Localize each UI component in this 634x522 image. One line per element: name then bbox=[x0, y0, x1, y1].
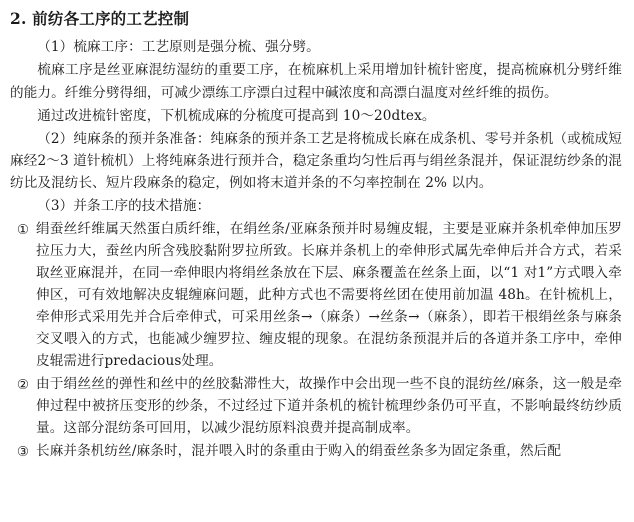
paragraph-1-title: （1）梳麻工序：工艺原则是强分梳、强分劈。 bbox=[37, 39, 320, 56]
bullet-text-2: 由于绢丝丝的弹性和丝中的丝胶黏滞性大，故操作中会出现一些不良的混纺丝/麻条，这一般是牵伸过程中被挤压变形的纱条，不过经过下道并条机的梳针梳理纱条仍可平直，不影响最终纺纱质量。这部分混纺条可回用，以减少混纺原料浪费并提高制成率。 bbox=[36, 375, 622, 436]
bullet-text-1: 绢蚕丝纤维属天然蛋白质纤维，在绢丝条/亚麻条预并时易缠皮辊，主要是亚麻并条机牵伸加压罗拉压力大，蚕丝内所含残胶黏附罗拉所致。长麻并条机上的牵伸形式属先牵伸后并合方式，若采取丝亚麻混并，在同一牵伸眼内将绢丝条放在下层、麻条覆盖在丝条上面，以“1 对1”方式喂入牵伸区，可有效地解决皮辊缠麻问题，此种方式也不需要将丝团在使用前加温 48h。在针梳机上，牵伸形式采用先并合后牵伸式，可采用丝条→（麻条）→丝条→（麻条），即若干根绢丝条与麻条交叉喂入的方式，也能减少缠罗拉、缠皮辊的现象。在混纺条预混并后的各道并条工序中，牵伸皮辊需进行predacious处理。 bbox=[36, 220, 622, 369]
bullet-marker-3: ③ bbox=[16, 443, 30, 460]
bullet-body-1 bbox=[36, 218, 622, 373]
bullet-body-2 bbox=[36, 373, 622, 440]
paragraph-2: （2）纯麻条的预并条准备：纯麻条的预并条工艺是将梳成长麻在成条机、零号并条机（或梳成短麻经2～3 道针梳机）上将纯麻条进行预并合，稳定条重均匀性后再与绢丝条混并，保证混纺纱条的混纺比及混纺长、短片段麻条的稳定，例如将末道并条的不匀率控制在 2% 以内。 bbox=[10, 130, 622, 191]
bullet-text-3: 长麻并条机纺丝/麻条时，混并喂入时的条重由于购入的绢蚕丝条多为固定条重，然后配 bbox=[36, 442, 562, 459]
list-item bbox=[10, 440, 622, 463]
paragraph-3: （3）并条工序的技术措施： bbox=[37, 197, 211, 214]
list-item bbox=[10, 373, 622, 440]
bullet-marker-1: ① bbox=[16, 221, 30, 238]
list-item bbox=[10, 218, 622, 373]
page-title: 2. 前纺各工序的工艺控制 bbox=[10, 9, 190, 28]
bullet-body-3 bbox=[36, 440, 622, 463]
paragraph-1-body-2: 通过改进梳针密度，下机梳成麻的分梳度可提高到 10～20dtex。 bbox=[37, 107, 436, 124]
bullet-marker-2: ② bbox=[16, 376, 30, 393]
paragraph-1-body-1: 梳麻工序是丝亚麻混纺湿纺的重要工序，在梳麻机上采用增加针梳针密度，提高梳麻机分劈纤维的能力。纤维分劈得细，可减少漂练工序漂白过程中碱浓度和高漂白温度对丝纤维的损伤。 bbox=[10, 62, 622, 101]
